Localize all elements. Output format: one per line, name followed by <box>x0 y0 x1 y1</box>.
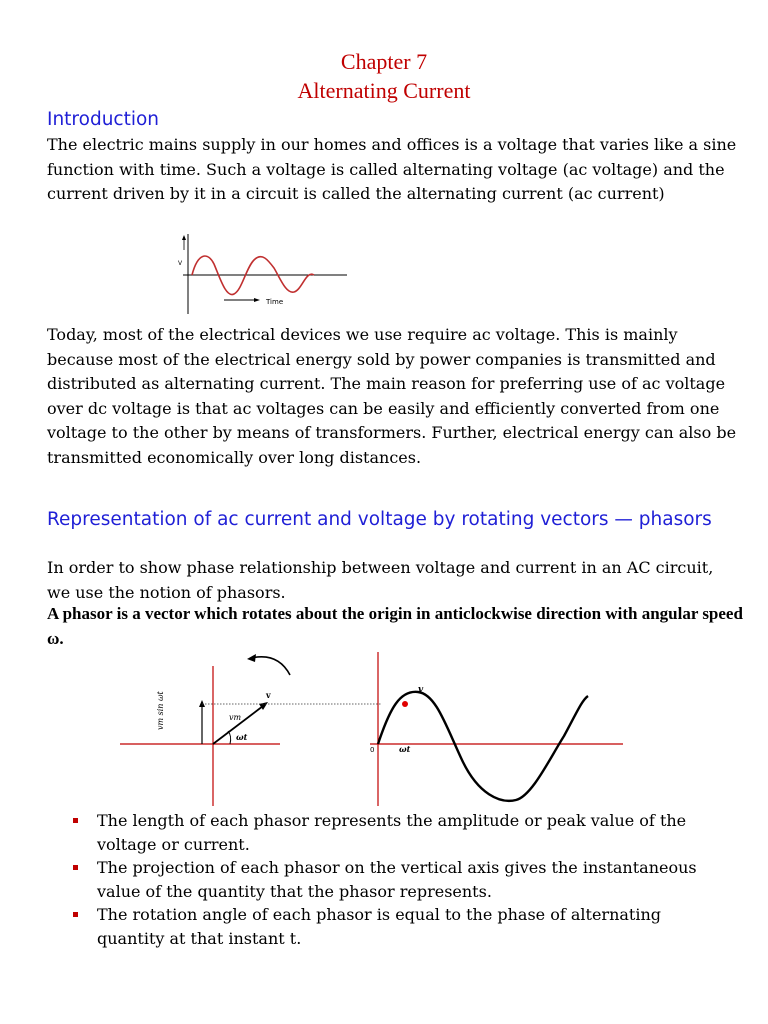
today-paragraph: Today, most of the electrical devices we use require ac voltage. This is mainly because most of the electrical energy sold by power companies is transmitted and distributed as alternating current. The main reason for preferring use of ac voltage over dc voltage is that ac voltages can be easily and efficiently converted from one voltage to the other by means of transformers. Further, electrical energy can also be transmitted economically over long distances. <box>47 325 737 467</box>
v-label: V <box>178 260 183 267</box>
angle-wt-label: ωt <box>236 732 248 742</box>
bullet-text: The rotation angle of each phasor is equal to the phase of alternating quantity at that instant t. <box>97 905 662 948</box>
bullet-text: The length of each phasor represents the amplitude or peak value of the voltage or current. <box>97 811 687 854</box>
phasor-figure <box>118 648 628 808</box>
intro-heading: Introduction <box>47 109 160 130</box>
vm-label: vm <box>229 713 242 722</box>
time-label: Time <box>266 298 284 306</box>
v-arrowhead <box>182 235 186 240</box>
list-item <box>72 856 732 903</box>
origin-label: 0 <box>370 746 375 754</box>
rotation-arrow <box>251 657 290 675</box>
intro-paragraph: The electric mains supply in our homes and offices is a voltage that varies like a sine function with time. Such a voltage is called alternating voltage (ac voltage) and the current driven by it in a circuit is called the alternating current (ac current) <box>47 135 737 203</box>
phasor-definition: A phasor is a vector which rotates about the origin in anticlockwise direction with angular speed ω. <box>47 604 743 648</box>
bullet-marker <box>73 865 78 870</box>
rotation-arrowhead <box>247 654 256 662</box>
projection-arrowhead <box>199 700 205 707</box>
bullet-text: The projection of each phasor on the vertical axis gives the instantaneous value of the quantity that the phasor represents. <box>97 858 697 901</box>
phasor-v-label: v <box>266 690 271 700</box>
ac-voltage-figure <box>172 232 352 318</box>
phasors-paragraph: In order to show phase relationship between voltage and current in an AC circuit, we use the notion of phasors. <box>47 558 714 602</box>
bullet-marker <box>73 912 78 917</box>
phasor-point <box>402 701 408 707</box>
bullet-marker <box>73 818 78 823</box>
list-item <box>72 903 732 950</box>
vm-sin-label: vm sin ωt <box>156 691 165 730</box>
phasors-heading: Representation of ac current and voltage by rotating vectors — phasors <box>47 509 712 530</box>
phasor-bullet-list <box>72 809 732 950</box>
time-arrowhead <box>254 298 260 302</box>
sine-wt-label: ωt <box>399 744 411 754</box>
chapter-number: Chapter 7 <box>340 49 428 74</box>
sine-v-label: v <box>418 685 424 695</box>
list-item <box>72 809 732 856</box>
chapter-title: Alternating Current <box>297 78 471 103</box>
